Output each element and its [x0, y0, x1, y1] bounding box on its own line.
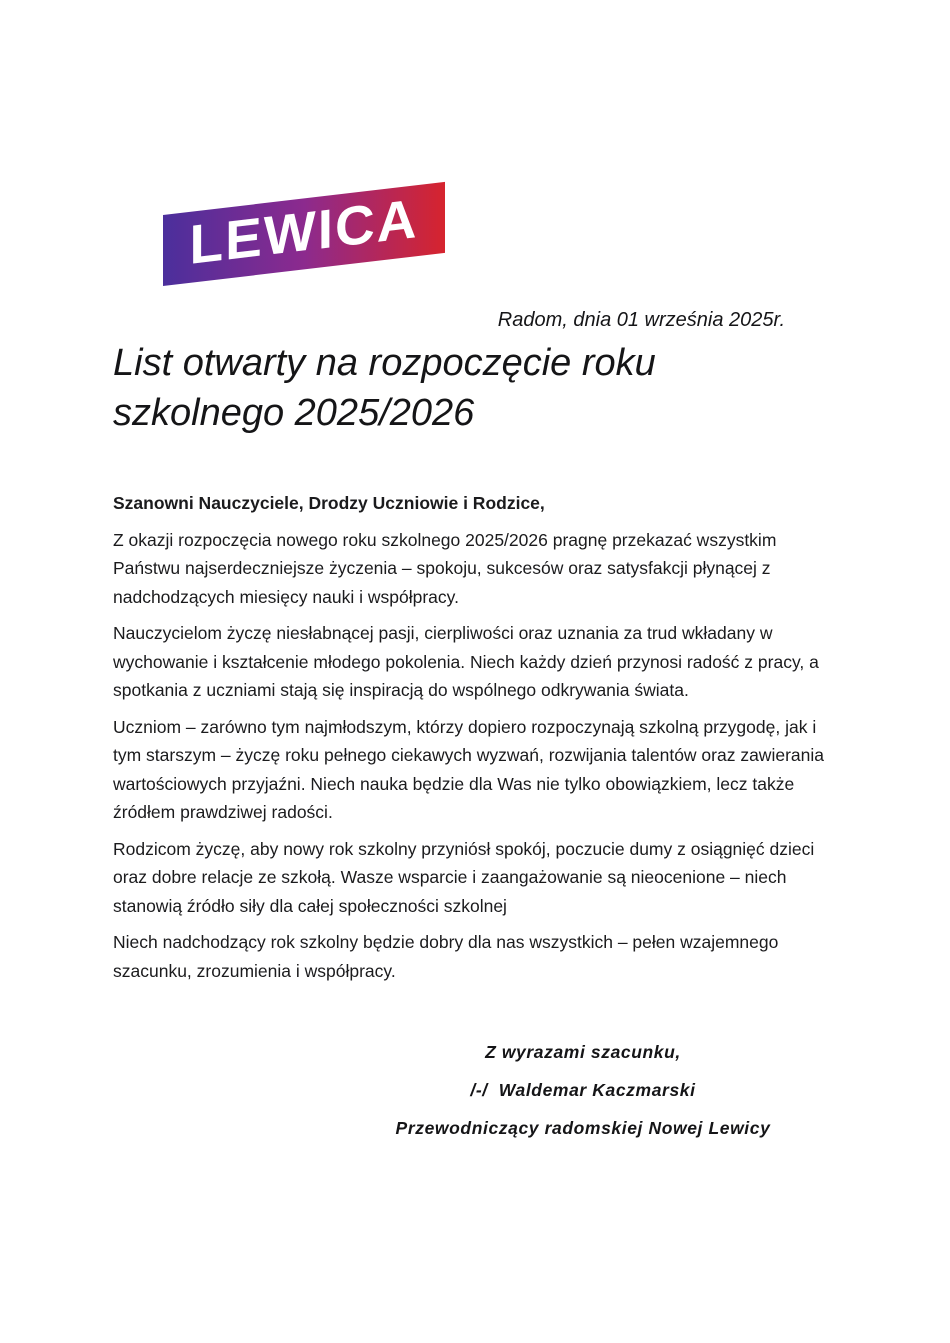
signature-role: Przewodniczący radomskiej Nowej Lewicy: [395, 1118, 771, 1138]
salutation: Szanowni Nauczyciele, Drodzy Uczniowie i Rodzice,: [113, 493, 545, 513]
paragraph-teachers-intro: Z okazji rozpoczęcia nowego roku szkolnego 2025/2026 pragnę przekazać wszystkim Państwu najserdeczniejsze życzenia – spokoju, sukcesów oraz satysfakcji płynącej z nadchodzących miesięcy nauki i współpracy.: [113, 529, 777, 607]
signature-block: [328, 1042, 838, 1156]
signature-closing: Z wyrazami szacunku,: [485, 1042, 681, 1062]
paragraph-parents: Rodzicom życzę, aby nowy rok szkolny przyniósł spokój, poczucie dumy z osiągnięć dzieci oraz dobre relacje ze szkołą. Wasze wsparcie i zaangażowanie są nieocenione – niech stanowią źródło siły dla całej społeczności szkolnej: [113, 838, 815, 916]
lewica-logo-text: LEWICA: [189, 186, 419, 276]
paragraph-students: Uczniom – zarówno tym najmłodszym, którzy dopiero rozpoczynają szkolną przygodę, jak i tym starszym – życzę roku pełnego ciekawych wyzwań, rozwijania talentów oraz zawierania wartościowych przyjaźni. Niech nauka będzie dla Was nie tylko obowiązkiem, lecz także źródłem prawdziwej radości.: [113, 716, 824, 822]
paragraph-conclusion: Niech nadchodzący rok szkolny będzie dobry dla nas wszystkich – pełen wzajemnego szacunku, zrozumienia i współpracy.: [113, 932, 779, 981]
signature-name: /-/ Waldemar Kaczmarski: [470, 1080, 696, 1100]
date-line: Radom, dnia 01 września 2025r.: [497, 309, 785, 331]
page-title: [113, 338, 656, 438]
paragraph-teachers: Nauczycielom życzę niesłabnącej pasji, cierpliwości oraz uznania za trud wkładany w wychowanie i kształcenie młodego pokolenia. Niech każdy dzień przynosi radość z pracy, a spotkania z uczniami stają się inspiracją do wspólnego odkrywania świata.: [113, 623, 819, 700]
title-line-2: szkolnego 2025/2026: [113, 392, 475, 434]
lewica-logo: [163, 182, 445, 286]
letter-body: [113, 489, 840, 993]
title-line-1: List otwarty na rozpoczęcie roku: [113, 342, 656, 384]
